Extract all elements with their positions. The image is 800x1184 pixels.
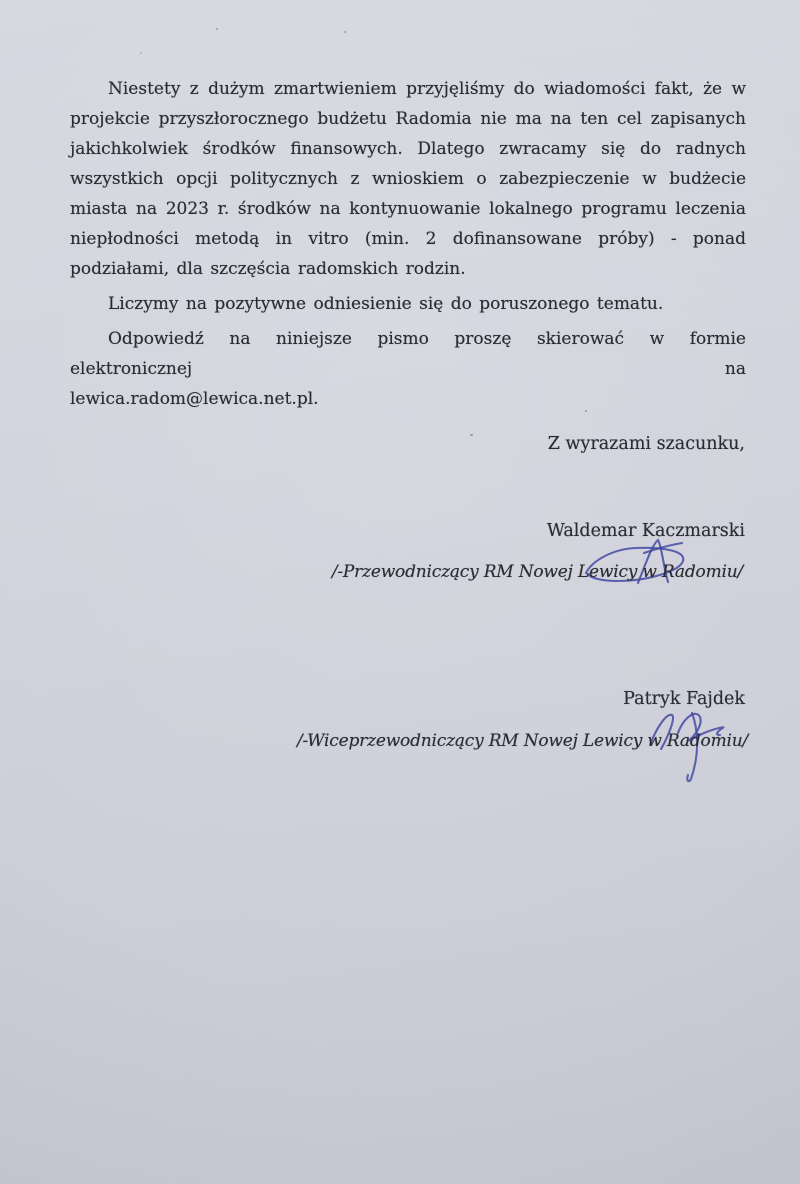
paragraph-hope: Liczymy na pozytywne odniesienie się do poruszonego tematu. xyxy=(108,294,664,314)
contact-email: lewica.radom@lewica.net.pl. xyxy=(70,389,319,409)
signatory-name-vice-chairman: Patryk Fajdek xyxy=(623,689,745,709)
signatory-title-vice-chairman: /-Wiceprzewodniczący RM Nowej Lewicy w Radomiu/ xyxy=(296,731,748,751)
closing-salutation: Z wyrazami szacunku, xyxy=(547,434,745,454)
paragraph-budget-concern: Niestety z dużym zmartwieniem przyjęliśmy do wiadomości fakt, że w projekcie przyszłorocznego budżetu Radomia nie ma na ten cel zapisanych jakichkolwiek środków finansowych. Dlatego zwracamy się do radnych wszystkich opcji politycznych z wnioskiem o zabezpieczenie w budżecie miasta na 2023 r. środków na kontynuowanie lokalnego programu leczenia niepłodności metodą in vitro (min. 2 dofinansowane próby) - ponad podziałami, dla szczęścia radomskich rodzin. xyxy=(70,79,746,279)
paper-speck xyxy=(216,28,218,30)
paragraph-reply-request: Odpowiedź na niniejsze pismo proszę skierować w formie elektronicznej na xyxy=(70,329,746,379)
signatory-title-chairman: /-Przewodniczący RM Nowej Lewicy w Radomiu/ xyxy=(331,562,743,582)
paper-speck xyxy=(585,410,587,412)
paper-speck xyxy=(470,434,473,436)
paper-speck xyxy=(344,31,346,33)
paper-speck xyxy=(140,52,142,54)
letter-body xyxy=(70,74,746,419)
signatory-name-chairman: Waldemar Kaczmarski xyxy=(546,521,745,541)
